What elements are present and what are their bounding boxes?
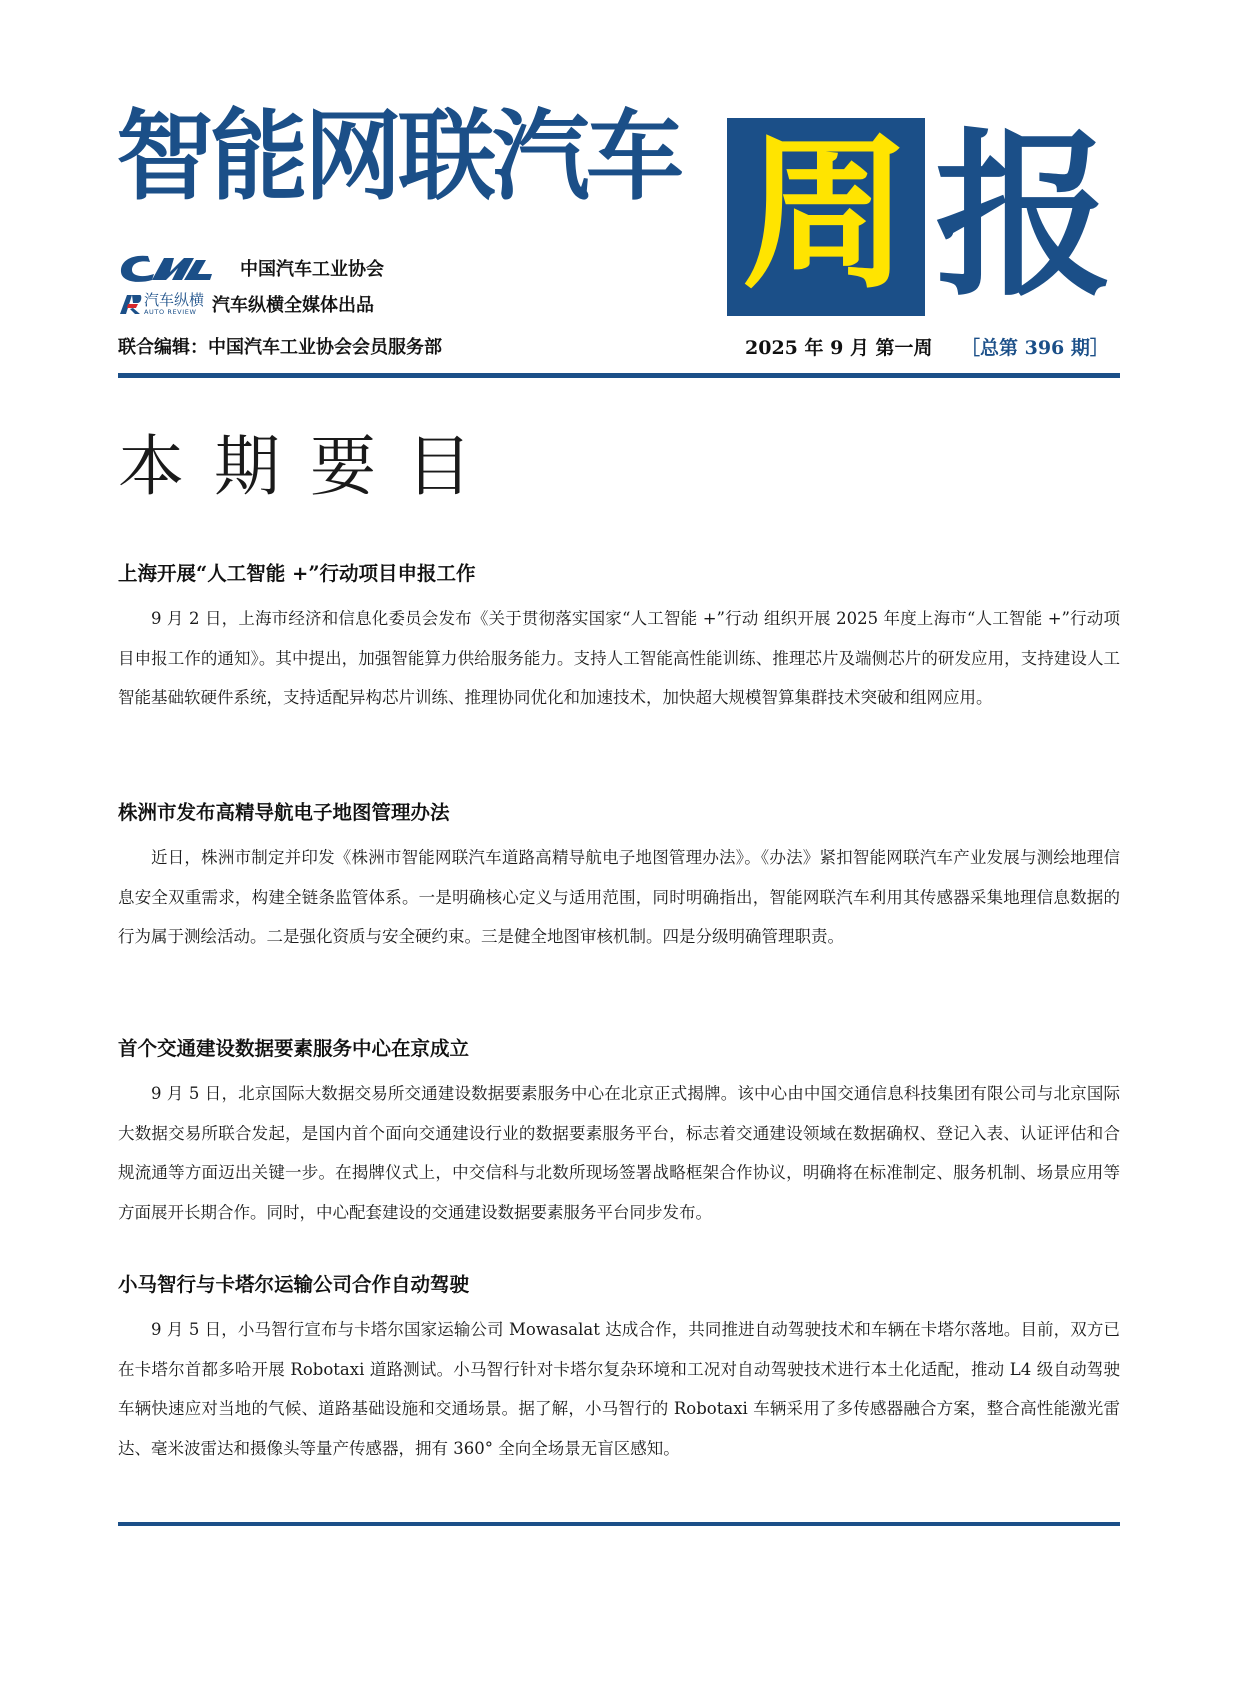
org-name: 中国汽车工业协会 xyxy=(240,259,384,280)
editor-line: 联合编辑：中国汽车工业协会会员服务部 xyxy=(118,337,442,358)
auto-review-mark-icon xyxy=(118,292,142,316)
auto-review-logo-subtext: AUTO REVIEW xyxy=(144,307,197,316)
masthead-title: 智能网联汽车 xyxy=(116,100,681,214)
header-divider xyxy=(118,373,1120,378)
issue-date: 2025 年 9 月 第一周 xyxy=(745,337,933,359)
article-title: 小马智行与卡塔尔运输公司合作自动驾驶 xyxy=(118,1273,470,1296)
article-body: 9 月 2 日，上海市经济和信息化委员会发布《关于贯彻落实国家“人工智能 +”行动 组织开展 2025 年度上海市“人工智能 +”行动项目申报工作的通知》。其中提出，加强智能算力供给服务能力。支持人工智能高性能训练、推理芯片及端侧芯片的研发应用，支持建设人工智能基础软硬件系统，支持适配异构芯片训练、推理协同优化和加速技术，加快超大规模智算集群技术突破和组网应用。 xyxy=(118,609,1120,708)
masthead-highlight-char: 周 xyxy=(742,114,910,312)
article xyxy=(118,1037,1120,1232)
article xyxy=(118,801,1120,957)
article xyxy=(118,562,1120,718)
article-body: 9 月 5 日，小马智行宣布与卡塔尔国家运输公司 Mowasalat 达成合作，共同推进自动驾驶技术和车辆在卡塔尔落地。目前，双方已在卡塔尔首都多哈开展 Robotaxi 道路测试。小马智行针对卡塔尔复杂环境和工况对自动驾驶技术进行本土化适配，推动 L4 级自动驾驶车辆快速应对当地的气候、道路基础设施和交通场景。据了解，小马智行的 Robotaxi 车辆采用了多传感器融合方案，整合高性能激光雷达、毫米波雷达和摄像头等量产传感器，拥有 360° 全向全场景无盲区感知。 xyxy=(118,1320,1120,1458)
article-body: 近日，株洲市制定并印发《株洲市智能网联汽车道路高精导航电子地图管理办法》。《办法》紧扣智能网联汽车产业发展与测绘地理信息安全双重需求，构建全链条监管体系。一是明确核心定义与适用范围，同时明确指出，智能网联汽车利用其传感器采集地理信息数据的行为属于测绘活动。二是强化资质与安全硬约束。三是健全地图审核机制。四是分级明确管理职责。 xyxy=(118,848,1120,947)
toc-heading: 本期要目 xyxy=(118,428,502,505)
org-row-auto-review xyxy=(118,291,374,317)
article-title: 上海开展“人工智能 +”行动项目申报工作 xyxy=(118,562,476,585)
org-name: 汽车纵横全媒体出品 xyxy=(212,295,375,316)
masthead-last-char: 报 xyxy=(935,111,1113,320)
org-row-caam xyxy=(118,250,384,286)
cm-logo-icon xyxy=(118,250,214,286)
article-body: 9 月 5 日，北京国际大数据交易所交通建设数据要素服务中心在北京正式揭牌。该中心由中国交通信息科技集团有限公司与北京国际大数据交易所联合发起，是国内首个面向交通建设行业的数据要素服务平台，标志着交通建设领域在数据确权、登记入表、认证评估和合规流通等方面迈出关键一步。在揭牌仪式上，中交信科与北数所现场签署战略框架合作协议，明确将在标准制定、服务机制、场景应用等方面展开长期合作。同时，中心配套建设的交通建设数据要素服务平台同步发布。 xyxy=(118,1084,1120,1222)
issue-number: ［总第 396 期］ xyxy=(961,337,1109,359)
article-title: 首个交通建设数据要素服务中心在京成立 xyxy=(118,1037,470,1060)
article xyxy=(118,1273,1120,1468)
footer-divider xyxy=(118,1522,1120,1526)
auto-review-logo xyxy=(118,292,204,316)
auto-review-logo-text: 汽车纵横 xyxy=(144,290,205,309)
article-title: 株洲市发布高精导航电子地图管理办法 xyxy=(118,801,450,824)
masthead-highlight-box xyxy=(727,114,925,316)
